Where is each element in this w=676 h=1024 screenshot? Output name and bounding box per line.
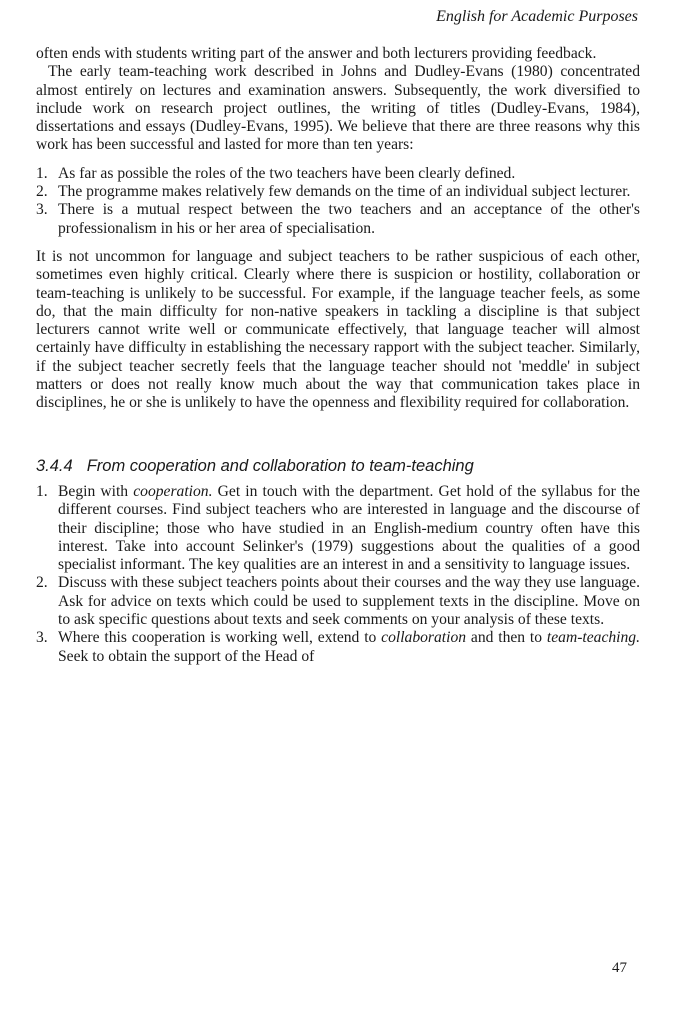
paragraph: often ends with students writing part of the answer and both lecturers providing feedback.: [36, 45, 597, 62]
emphasis: collaboration: [381, 629, 467, 647]
section-heading: [36, 457, 640, 475]
steps-list: [36, 483, 640, 666]
list-text: As far as possible the roles of the two teachers have been clearly defined.: [58, 164, 516, 182]
list-item: [36, 183, 640, 201]
list-number: 3.: [36, 629, 48, 647]
list-text: Discuss with these subject teachers points about their courses and the way they use language. Ask for advice on texts which could be used to supplement texts in the discipline. Move on to ask specific questions about texts and seek comments on your analysis of these texts.: [58, 574, 640, 629]
list-text: Begin with: [58, 482, 134, 500]
list-text: Seek to obtain the support of the Head of: [58, 647, 315, 665]
list-number: 1.: [36, 482, 48, 500]
list-text: Get in touch with the department. Get hold of the syllabus for the different courses. Find subject teachers who are interested in language and the discourse of their discipline; those who have studied in an English-medium country often have this interest. Take into account Selinker's (1979) suggestions about the qualities of a good specialist informant. The key qualities are an interest in and a sensitivity to language issues.: [58, 482, 640, 574]
list-item: [36, 629, 640, 666]
reasons-list: [36, 165, 640, 238]
list-number: 1.: [36, 164, 48, 182]
emphasis: team-teaching.: [546, 629, 640, 647]
paragraph: The early team-teaching work described in Johns and Dudley-Evans (1980) concentrated almost entirely on lectures and examination answers. Subsequently, the work diversified to include work on research project outlines, the writing of titles (Dudley-Evans, 1984), dissertations and essays (Dudley-Evans, 1995). We believe that there are three reasons why this work has been successful and lasted for more than ten years:: [36, 63, 640, 154]
section-title: From cooperation and collaboration to team-teaching: [86, 456, 474, 475]
running-header: English for Academic Purposes: [436, 8, 638, 25]
list-item: [36, 574, 640, 629]
list-text: The programme makes relatively few demands on the time of an individual subject lecturer.: [58, 183, 631, 201]
page-body: [36, 45, 640, 666]
emphasis: cooperation.: [133, 482, 213, 500]
list-item: [36, 201, 640, 238]
list-text: Where this cooperation is working well, extend to: [58, 629, 382, 647]
page-number: 47: [612, 960, 627, 976]
section-number: 3.4.4: [36, 456, 73, 475]
list-text: and then to: [466, 629, 547, 647]
list-text: There is a mutual respect between the two teachers and an acceptance of the other's professionalism in his or her area of specialisation.: [58, 201, 640, 237]
list-item: [36, 483, 640, 574]
list-number: 3.: [36, 201, 48, 219]
list-item: [36, 165, 640, 183]
list-number: 2.: [36, 574, 48, 592]
list-number: 2.: [36, 183, 48, 201]
paragraph: It is not uncommon for language and subject teachers to be rather suspicious of each other, sometimes even highly critical. Clearly where there is suspicion or hostility, collaboration or team-teaching is unlikely to be successful. For example, if the language teacher feels, as some do, that the main difficulty for non-native speakers in tackling a discipline is that subject lecturers cannot write well or communicate effectively, that language teacher will almost certainly have difficulty in establishing the necessary rapport with the subject teacher. Similarly, if the subject teacher secretly feels that the language teacher should not 'meddle' in subject matters or does not really know much about the way that communication takes place in disciplines, he or she is unlikely to have the openness and flexibility required for collaboration.: [36, 247, 640, 412]
